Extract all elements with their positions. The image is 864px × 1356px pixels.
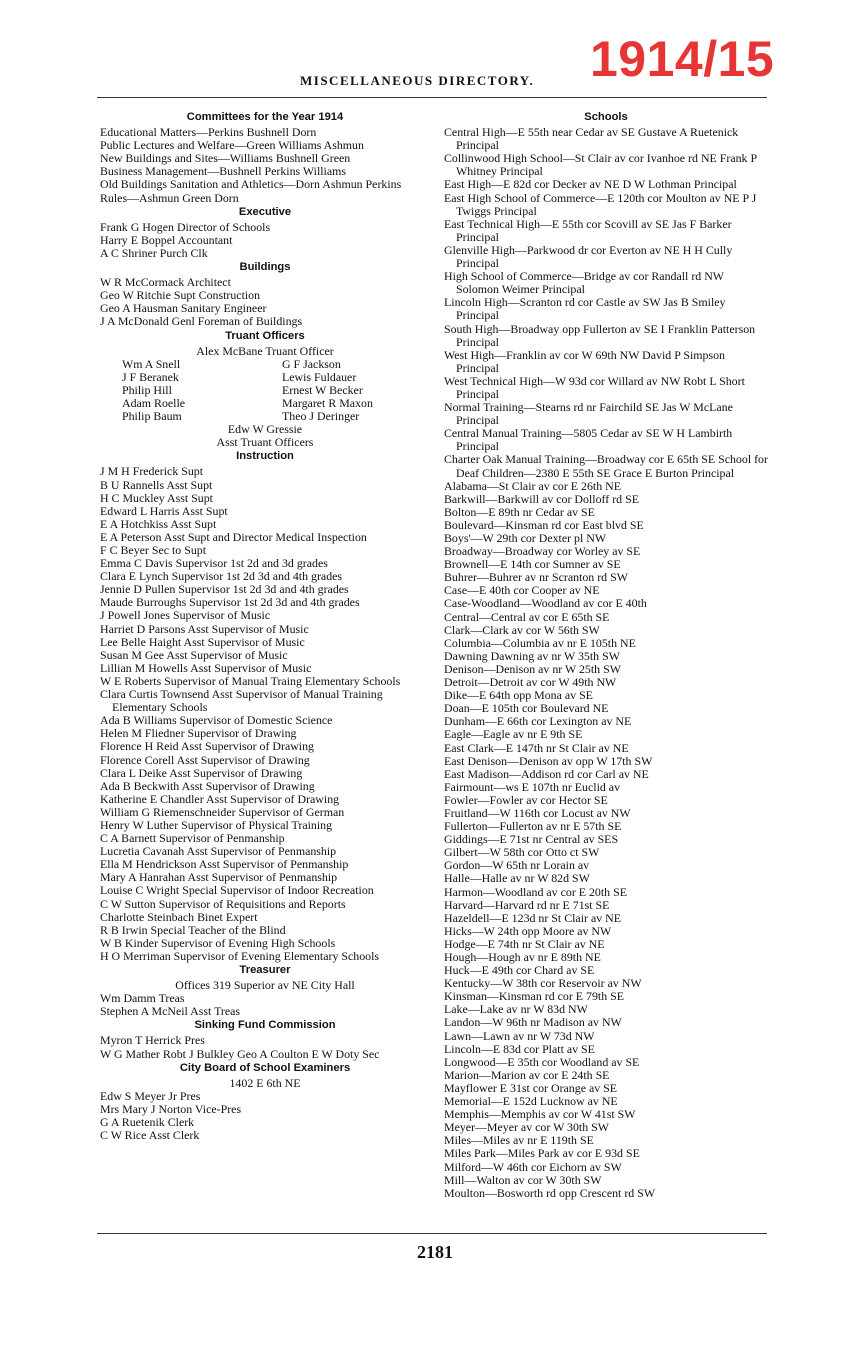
list-item: Miles Park—Miles Park av cor E 93d SE [444,1146,640,1161]
list-item: Edw S Meyer Jr Pres [100,1088,201,1103]
truant-left-1: Wm A Snell [122,356,181,371]
list-item: Myron T Herrick Pres [100,1033,205,1048]
list-item: East Technical High—E 55th cor Scovill av SE Jas F Barker Principal [444,216,732,244]
left-column [100,110,430,1142]
list-item: J A McDonald Genl Foreman of Buildings [100,314,303,329]
truant-right-2: Lewis Fuldauer [282,369,357,384]
list-item: Educational Matters—Perkins Bushnell Dorn [100,125,317,140]
list-item: Glenville High—Parkwood dr cor Everton av NE H H Cully Principal [444,242,733,271]
list-item: Florence Corell Asst Supervisor of Drawing [100,752,310,767]
list-item: High School of Commerce—Bridge av cor Randall rd NW Solomon Weimer Principal [444,269,724,297]
list-item: F C Beyer Sec to Supt [100,543,207,557]
list-item: Lincoln High—Scranton rd cor Castle av SW Jas B Smiley Principal [444,295,726,323]
list-item: Hough—Hough av nr E 89th NE [444,950,601,964]
list-item: Edward L Harris Asst Supt [100,503,228,518]
list-item: Mayflower E 31st cor Orange av SE [444,1080,618,1095]
list-item: Central—Central av cor E 65th SE [444,609,610,624]
list-item: W G Mather Robt J Bulkley Geo A Coulton E W Doty Sec [100,1046,380,1061]
list-item: A C Shriner Purch Clk [100,245,208,260]
list-item: Halle—Halle av nr W 82d SW [444,871,590,886]
list-item: West High—Franklin av cor W 69th NW David P Simpson Principal [444,347,725,375]
list-item: New Buildings and Sites—Williams Bushnell Green [100,151,351,166]
list-item: Louise C Wright Special Supervisor of Indoor Recreation [100,883,374,898]
list-item: Fullerton—Fullerton av nr E 57th SE [444,819,622,834]
list-item: Memorial—E 152d Lucknow av NE [444,1094,618,1109]
list-item: Ada B Beckwith Asst Supervisor of Drawing [100,778,315,793]
list-item: Public Lectures and Welfare—Green Williams Ashmun [100,138,364,153]
list-item: Collinwood High School—St Clair av cor Ivanhoe rd NE Frank P Whitney Principal [444,151,757,179]
list-item: Detroit—Detroit av cor W 49th NW [444,675,617,690]
list-item: Boys'—W 29th cor Dexter pl NW [444,531,607,545]
sinking-heading: Sinking Fund Commission [194,1019,336,1032]
list-item: East High—E 82d cor Decker av NE D W Lothman Principal [444,177,737,192]
executive-heading: Executive [238,205,292,218]
list-item: W B Kinder Supervisor of Evening High Schools [100,935,336,950]
list-item: Fruitland—W 116th cor Locust av NW [444,805,631,820]
list-item: Memphis—Memphis av cor W 41st SW [444,1107,636,1122]
list-item: Gilbert—W 58th cor Otto ct SW [444,845,600,860]
list-item: H O Merriman Supervisor of Evening Elementary Schools [100,948,380,963]
list-item: Fowler—Fowler av cor Hector SE [444,792,608,807]
treasurer-offices: Offices 319 Superior av NE City Hall [175,978,355,993]
year-stamp: 1914/15 [590,31,775,87]
list-item: C A Barnett Supervisor of Penmanship [100,831,285,846]
examiners-heading: City Board of School Examiners [179,1061,351,1074]
list-item: Mill—Walton av cor W 30th SW [444,1172,602,1187]
running-head: MISCELLANEOUS DIRECTORY. [300,73,535,88]
list-item: Fairmount—ws E 107th nr Euclid av [444,779,621,794]
top-rule [97,97,767,98]
list-item: Moulton—Bosworth rd opp Crescent rd SW [444,1185,656,1200]
list-item: Harriet D Parsons Asst Supervisor of Music [100,621,309,636]
list-item: Lake—Lake av nr W 83d NW [444,1002,588,1017]
truant-right-4: Margaret R Maxon [282,395,373,410]
truant-left-3: Philip Hill [122,382,172,397]
page-number: 2181 [417,1242,453,1262]
list-item: Helen M Fliedner Supervisor of Drawing [100,726,297,741]
truant-right-3: Ernest W Becker [282,382,363,397]
list-item: Frank G Hogen Director of Schools [100,219,271,234]
list-item: J Powell Jones Supervisor of Music [100,608,271,623]
committees-list [100,126,430,205]
truant-right-5: Theo J Deringer [282,409,360,424]
list-item: Ada B Williams Supervisor of Domestic Science [100,713,333,728]
list-item: H C Muckley Asst Supt [100,490,213,505]
list-item: Buhrer—Buhrer av nr Scranton rd SW [444,570,628,585]
list-item: Ella M Hendrickson Asst Supervisor of Penmanship [100,857,349,872]
list-item: Brownell—E 14th cor Sumner av SE [444,557,621,572]
list-item: East Clark—E 147th nr St Clair av NE [444,740,629,755]
bottom-rule [97,1233,767,1234]
list-item: Maude Burroughs Supervisor 1st 2d 3d and 4th grades [100,595,360,610]
list-item: Henry W Luther Supervisor of Physical Training [100,817,333,832]
list-item: W E Roberts Supervisor of Manual Traing Elementary Schools [100,673,401,688]
list-item: East Madison—Addison rd cor Carl av NE [444,766,649,781]
list-item: Clara E Lynch Supervisor 1st 2d 3d and 4th grades [100,569,343,584]
truant-grid [100,358,430,423]
examiners-address: 1402 E 6th NE [229,1075,301,1090]
instruction-heading: Instruction [236,450,294,463]
buildings-list [100,276,430,328]
list-item: Harvard—Harvard rd nr E 71st SE [444,897,610,912]
list-item: Marion—Marion av cor E 24th SE [444,1067,610,1082]
list-item: W R McCormack Architect [100,275,231,290]
executive-list [100,221,430,260]
schools-heading: Schools [584,111,628,123]
truant-left-5: Philip Baum [122,409,182,424]
committees-heading: Committees for the Year 1914 [186,111,344,123]
list-item: Columbia—Columbia av nr E 105th NE [444,635,636,650]
buildings-heading: Buildings [239,261,291,274]
list-item: Katherine E Chandler Asst Supervisor of Drawing [100,791,340,806]
list-item: Alabama—St Clair av cor E 26th NE [444,478,621,493]
list-item: Boulevard—Kinsman rd cor East blvd SE [444,517,644,532]
list-item: South High—Broadway opp Fullerton av SE I Franklin Patterson Principal [444,321,756,349]
list-item: East Denison—Denison av opp W 17th SW [444,753,653,768]
list-item: C W Rice Asst Clerk [100,1128,200,1143]
list-item: Charlotte Steinbach Binet Expert [100,909,258,924]
list-item: E A Hotchkiss Asst Supt [100,516,217,531]
list-item: Miles—Miles av nr E 119th SE [444,1133,594,1148]
truant-left-2: J F Beranek [122,369,179,384]
list-item: Mrs Mary J Norton Vice-Pres [100,1101,242,1116]
list-item: William G Riemenschneider Supervisor of German [100,804,345,819]
list-item: Charter Oak Manual Training—Broadway cor E 65th SE School for Deaf Children—2380 E 55th SE Grace E Burton Principal [444,452,768,480]
list-item: Case-Woodland—Woodland av cor E 40th [444,596,647,611]
list-item: Dawning Dawning av nr W 35th SW [444,648,620,663]
list-item: Eagle—Eagle av nr E 9th SE [444,727,583,742]
list-item: Dunham—E 66th cor Lexington av NE [444,714,632,729]
list-item: G A Ruetenik Clerk [100,1115,195,1130]
instruction-list [100,465,430,963]
list-item: Wm Damm Treas [100,991,185,1006]
list-item: Lee Belle Haight Asst Supervisor of Music [100,634,305,649]
sinking-list [100,1034,430,1060]
list-item: Doan—E 105th cor Boulevard NE [444,701,609,716]
list-item: C W Sutton Supervisor of Requisitions and Reports [100,896,346,911]
list-item: Barkwill—Barkwill av cor Dolloff rd SE [444,491,639,506]
list-item: Lillian M Howells Asst Supervisor of Music [100,660,312,675]
list-item: Kinsman—Kinsman rd cor E 79th SE [444,989,624,1004]
list-item: Mary A Hanrahan Asst Supervisor of Penmanship [100,870,338,885]
list-item: Clark—Clark av cor W 56th SW [444,622,600,637]
list-item: Jennie D Pullen Supervisor 1st 2d 3d and 4th grades [100,582,349,597]
list-item: E A Peterson Asst Supt and Director Medical Inspection [100,529,367,544]
truant-left-4: Adam Roelle [122,395,186,410]
list-item: B U Rannells Asst Supt [100,477,213,492]
list-item: Rules—Ashmun Green Dorn [100,190,239,205]
list-item: R B Irwin Special Teacher of the Blind [100,922,286,937]
list-item: Dike—E 64th opp Mona av SE [444,688,593,703]
list-item: Lucretia Cavanah Asst Supervisor of Penmanship [100,844,337,859]
list-item: East High School of Commerce—E 120th cor Moulton av NE P J Twiggs Principal [444,190,757,218]
list-item: Central Manual Training—5805 Cedar av SE W H Lambirth Principal [444,426,733,454]
truant-officer: Alex McBane Truant Officer [196,343,334,358]
right-column [444,110,768,1200]
truant-heading: Truant Officers [225,329,305,342]
list-item: Geo A Hausman Sanitary Engineer [100,301,267,316]
list-item: Huck—E 49th cor Chard av SE [444,963,595,978]
list-item: Normal Training—Stearns rd nr Fairchild SE Jas W McLane Principal [444,400,733,428]
truant-extra: Edw W Gressie [227,422,303,437]
list-item: Longwood—E 35th cor Woodland av SE [444,1054,640,1069]
list-item: Old Buildings Sanitation and Athletics—Dorn Ashmun Perkins [100,177,402,192]
examiners-list [100,1090,430,1142]
list-item: Lawn—Lawn av nr W 73d NW [444,1028,595,1043]
list-item: Hodge—E 74th nr St Clair av NE [444,936,605,951]
truant-extra-title: Asst Truant Officers [216,435,314,450]
list-item: Broadway—Broadway cor Worley av SE [444,544,641,559]
list-item: Business Management—Bushnell Perkins Williams [100,164,347,179]
list-item: Denison—Denison av nr W 25th SW [444,661,621,676]
list-item: Clara L Deike Asst Supervisor of Drawing [100,765,303,780]
list-item: Susan M Gee Asst Supervisor of Music [100,647,288,662]
list-item: Clara Curtis Townsend Asst Supervisor of Manual Training Elementary Schools [100,687,383,715]
list-item: Giddings—E 71st nr Central av SES [444,832,619,847]
list-item: Geo W Ritchie Supt Construction [100,288,261,303]
list-item: Hicks—W 24th opp Moore av NW [444,923,612,938]
list-item: West Technical High—W 93d cor Willard av NW Robt L Short Principal [444,373,745,401]
list-item: J M H Frederick Supt [100,464,204,479]
treasurer-list [100,992,430,1018]
list-item: Milford—W 46th cor Eichorn av SW [444,1159,622,1174]
list-item: Hazeldell—E 123d nr St Clair av NE [444,910,621,925]
list-item: Harry E Boppel Accountant [100,232,233,247]
list-item: Central High—E 55th near Cedar av SE Gustave A Ruetenick Principal [444,125,739,153]
treasurer-heading: Treasurer [239,964,291,976]
list-item: Lincoln—E 83d cor Platt av SE [444,1041,595,1056]
schools-list [444,126,768,1200]
list-item: Emma C Davis Supervisor 1st 2d and 3d grades [100,556,328,571]
list-item: Gordon—W 65th nr Lorain av [444,858,590,873]
list-item: Meyer—Meyer av cor W 30th SW [444,1120,609,1135]
list-item: Landon—W 96th nr Madison av NW [444,1015,622,1030]
list-item: Bolton—E 89th nr Cedar av SE [444,504,595,519]
truant-right-1: G F Jackson [282,356,341,371]
list-item: Harmon—Woodland av cor E 20th SE [444,884,627,899]
list-item: Stephen A McNeil Asst Treas [100,1004,241,1019]
list-item: Kentucky—W 38th cor Reservoir av NW [444,976,642,991]
list-item: Florence H Reid Asst Supervisor of Drawing [100,739,315,754]
list-item: Case—E 40th cor Cooper av NE [444,583,600,598]
